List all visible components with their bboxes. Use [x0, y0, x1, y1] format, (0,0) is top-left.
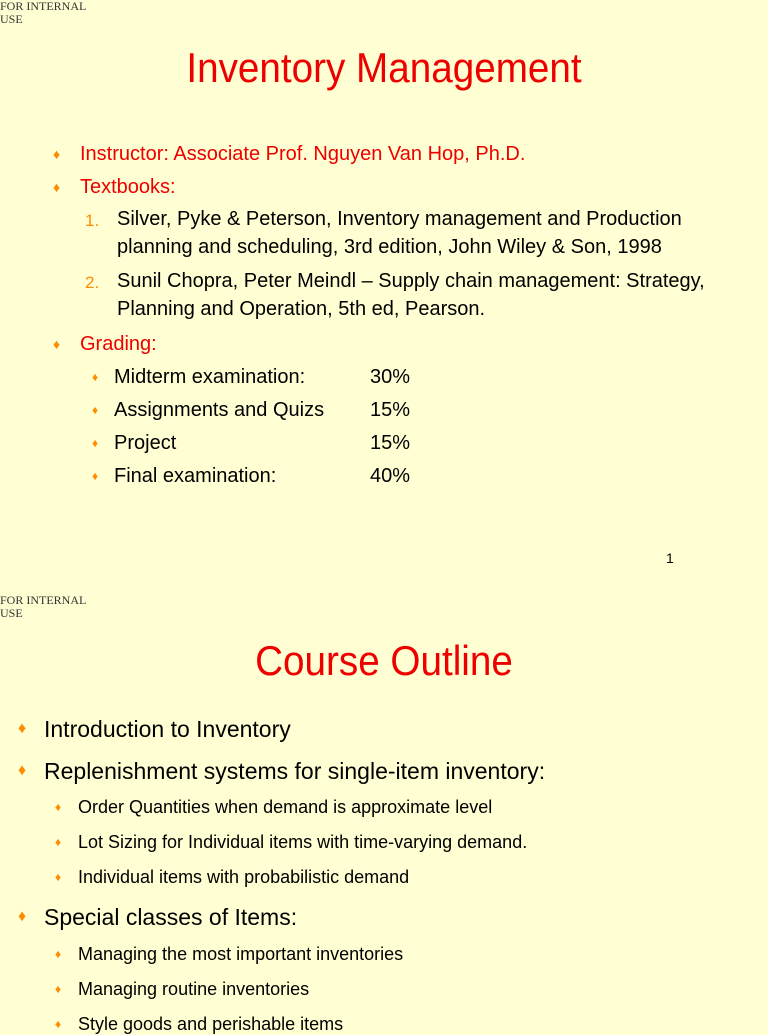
slide-title: Inventory Management	[186, 44, 582, 91]
outline-subitem: Managing routine inventories	[78, 979, 310, 999]
instructor-line: Instructor: Associate Prof. Nguyen Van Hop, Ph.D.	[80, 143, 526, 165]
outline-subitem: Lot Sizing for Individual items with time-varying demand.	[78, 832, 528, 852]
diamond-bullet-icon: ♦	[55, 947, 62, 961]
diamond-bullet-icon: ♦	[53, 146, 61, 162]
diamond-bullet-icon: ♦	[55, 870, 62, 884]
grading-item: Assignments and Quizs	[114, 399, 325, 421]
slide-2	[0, 593, 768, 1034]
diamond-bullet-icon: ♦	[55, 1017, 62, 1031]
internal-use-label: FOR INTERNAL USE	[0, 0, 86, 26]
outline-subitem: Individual items with probabilistic demand	[78, 867, 410, 887]
list-number: 1.	[85, 211, 100, 230]
outline-subitem: Style goods and perishable items	[78, 1014, 344, 1034]
diamond-bullet-icon: ♦	[92, 436, 99, 450]
diamond-bullet-icon: ♦	[18, 720, 27, 737]
grading-percent: 30%	[370, 366, 411, 388]
textbooks-label: Textbooks:	[80, 176, 176, 198]
diamond-bullet-icon: ♦	[53, 179, 61, 195]
outline-item: Introduction to Inventory	[44, 716, 291, 742]
grading-percent: 15%	[370, 399, 411, 421]
grading-item: Project	[114, 432, 177, 454]
outline-subitem: Order Quantities when demand is approximate level	[78, 797, 493, 817]
grading-item: Final examination:	[114, 465, 277, 487]
diamond-bullet-icon: ♦	[92, 370, 99, 384]
diamond-bullet-icon: ♦	[18, 762, 27, 779]
textbook-1-line-1: Silver, Pyke & Peterson, Inventory management and Production	[117, 208, 682, 230]
internal-use-label: FOR INTERNAL USE	[0, 593, 86, 620]
outline-item: Replenishment systems for single-item inventory:	[44, 758, 546, 784]
list-number: 2.	[85, 273, 100, 292]
diamond-bullet-icon: ♦	[92, 469, 99, 483]
outline-subitem: Managing the most important inventories	[78, 944, 404, 964]
diamond-bullet-icon: ♦	[55, 800, 62, 814]
textbook-1-line-2: planning and scheduling, 3rd edition, John Wiley & Son, 1998	[117, 236, 662, 258]
grading-percent: 40%	[370, 465, 411, 487]
diamond-bullet-icon: ♦	[53, 336, 61, 352]
diamond-bullet-icon: ♦	[55, 982, 62, 996]
grading-item: Midterm examination:	[114, 366, 306, 388]
diamond-bullet-icon: ♦	[92, 403, 99, 417]
diamond-bullet-icon: ♦	[18, 908, 27, 925]
grading-percent: 15%	[370, 432, 411, 454]
grading-label: Grading:	[80, 333, 157, 355]
slide-title: Course Outline	[255, 637, 513, 684]
textbook-2-line-2: Planning and Operation, 5th ed, Pearson.	[117, 298, 486, 320]
diamond-bullet-icon: ♦	[55, 835, 62, 849]
outline-item: Special classes of Items:	[44, 904, 298, 930]
textbook-2-line-1: Sunil Chopra, Peter Meindl – Supply chain management: Strategy,	[117, 270, 705, 292]
page-number: 1	[666, 550, 674, 566]
